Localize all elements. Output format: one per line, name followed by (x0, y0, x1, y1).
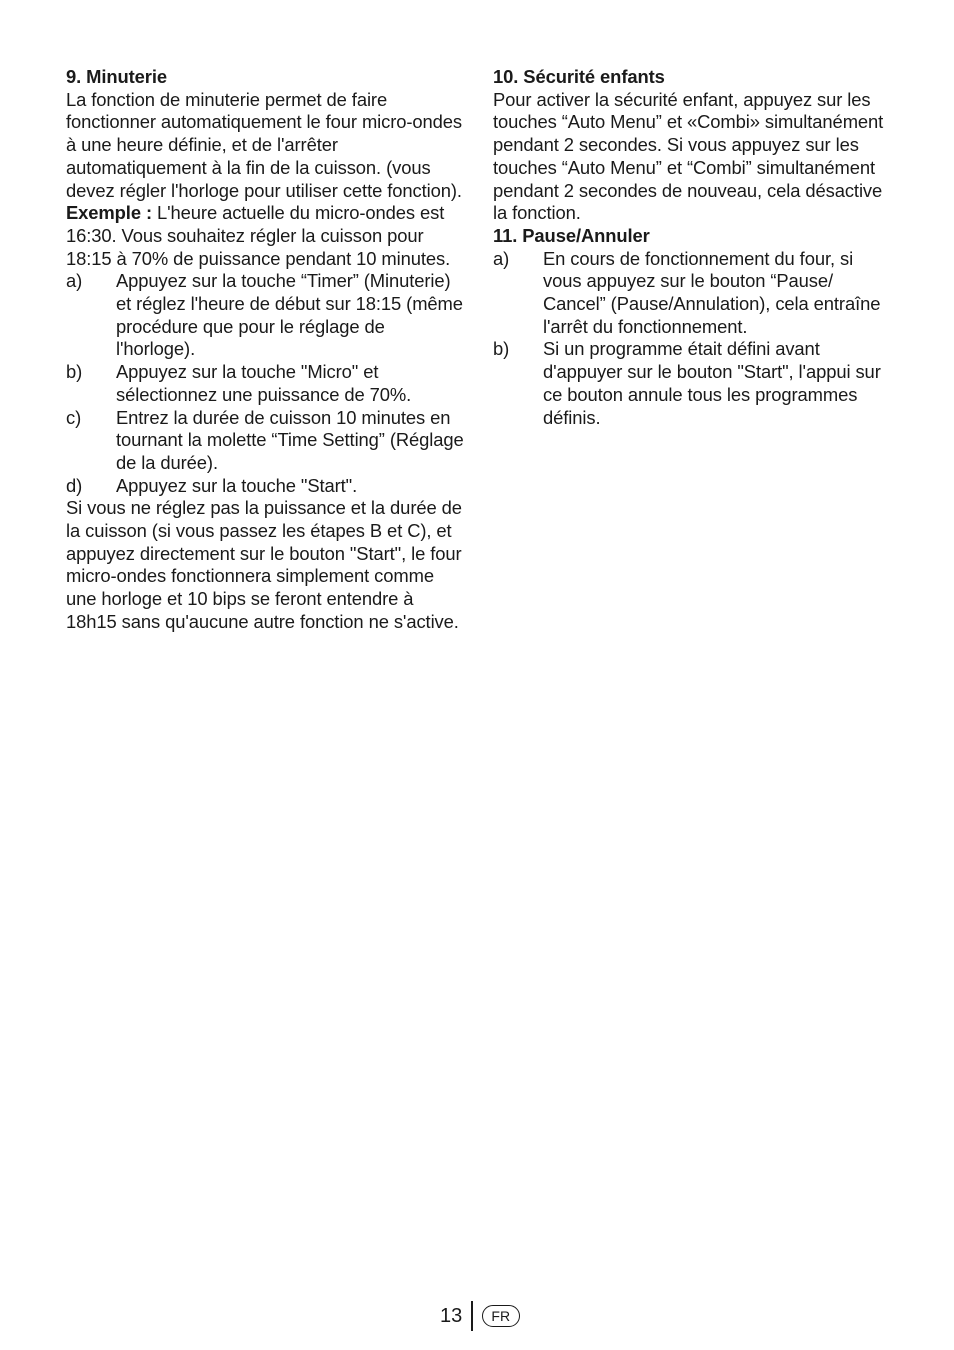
example-text: L'heure actuelle du micro-ondes est 16:30. Vous souhaitez régler la cuisson pour 18:15 à 70% de puissance pendant 10 minutes. (66, 202, 451, 269)
timer-intro: La fonction de minuterie permet de faire fonctionner automatiquement le four micro-ondes à une heure définie, et de l'arrêter automatiquement à la fin de la cuisson. (vous devez régler l'horloge pour utiliser cette fonction). (66, 88, 463, 201)
step-letter: b) (66, 361, 83, 383)
footer-divider (471, 1301, 473, 1331)
timer-step-b (66, 361, 466, 406)
step-letter: a) (66, 270, 83, 292)
left-column (66, 66, 466, 634)
timer-step-c (66, 407, 466, 475)
pause-step-b (493, 338, 893, 429)
example-label: Exemple : (66, 202, 152, 224)
step-text: Appuyez sur la touche "Micro" et sélectionnez une puissance de 70%. (116, 361, 412, 405)
page-footer (440, 1300, 520, 1332)
section-heading-child-lock: 10. Sécurité enfants (493, 66, 665, 87)
child-lock-text: Pour activer la sécurité enfant, appuyez sur les touches “Auto Menu” et «Combi» simultanément pendant 2 secondes. Si vous appuyez sur les touches “Auto Menu” et “Combi” simultanément pendant 2 secondes de nouveau, cela désactive la fonction. (493, 88, 884, 224)
page-number: 13 (440, 1305, 463, 1327)
step-text: Appuyez sur la touche "Start". (116, 474, 358, 496)
step-letter: a) (493, 247, 510, 269)
right-column (493, 66, 893, 429)
pause-step-a (493, 248, 893, 339)
step-letter: d) (66, 474, 83, 496)
timer-step-d (66, 475, 466, 498)
timer-note: Si vous ne réglez pas la puissance et la durée de la cuisson (si vous passez les étapes B et C), et appuyez directement sur le bouton "Start", le four micro-ondes fonctionnera simplement comme une horloge et 10 bips se feront entendre à 18h15 sans qu'aucune autre fonction ne s'active. (66, 497, 462, 632)
step-text: En cours de fonctionnement du four, si vous appuyez sur le bouton “Pause/ Cancel” (Pause/Annulation), cela entraîne l'arrêt du fonctionnement. (543, 247, 881, 337)
step-letter: c) (66, 406, 82, 428)
timer-step-a (66, 270, 466, 361)
step-text: Si un programme était défini avant d'appuyer sur le bouton "Start", l'appui sur ce bouton annule tous les programmes définis. (543, 338, 881, 428)
section-heading-pause: 11. Pause/Annuler (493, 224, 650, 246)
timer-example (66, 202, 466, 270)
section-heading-timer: 9. Minuterie (66, 66, 167, 87)
language-badge: FR (482, 1305, 520, 1327)
step-text: Appuyez sur la touche “Timer” (Minuterie) et réglez l'heure de début sur 18:15 (même procédure que pour le réglage de l'horloge). (116, 270, 463, 360)
step-letter: b) (493, 338, 510, 360)
step-text: Entrez la durée de cuisson 10 minutes en tournant la molette “Time Setting” (Réglage de la durée). (116, 406, 464, 473)
